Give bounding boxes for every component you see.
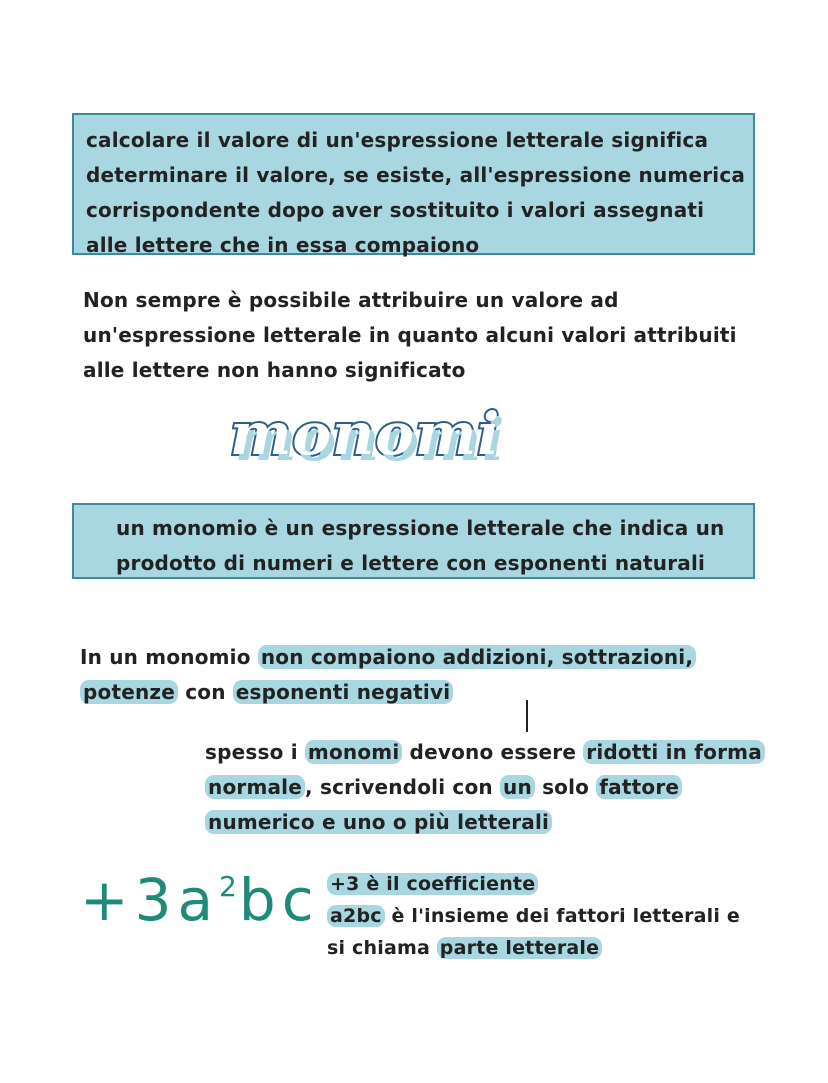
highlight: potenze: [80, 680, 178, 704]
example-explanation: [327, 868, 767, 964]
rule-paragraph: [80, 640, 770, 710]
normal-form-line-1: [205, 735, 765, 770]
note-line: un'espressione letterale in quanto alcuni valori attribuiti: [83, 323, 737, 347]
definition-line: calcolare il valore di un'espressione letterale significa: [86, 128, 709, 152]
highlight: numerico e uno o più letterali: [205, 810, 552, 834]
normal-form-text: spesso i: [205, 740, 305, 764]
definition-line: corrispondente dopo aver sostituito i valori assegnati: [86, 198, 705, 222]
note-line: Non sempre è possibile attribuire un valore ad: [83, 288, 619, 312]
definition-line: determinare il valore, se esiste, all'espressione numerica: [86, 163, 746, 187]
explanation-line-3: [327, 932, 767, 964]
monomio-line: prodotto di numeri e lettere con esponenti naturali: [116, 551, 706, 575]
highlight: ridotti in forma: [583, 740, 765, 764]
explanation-line-2: [327, 900, 767, 932]
highlight: +3 è il coefficiente: [327, 873, 538, 895]
rule-text: con: [178, 680, 233, 704]
rule-line-2: [80, 675, 770, 710]
normal-form-line-3: [205, 805, 765, 840]
highlight: un: [500, 775, 535, 799]
highlight: esponenti negativi: [233, 680, 453, 704]
normal-form-text: solo: [534, 775, 597, 799]
highlight: a2bc: [327, 905, 385, 927]
monomio-line: un monomio è un espressione letterale che indica un: [116, 516, 725, 540]
example-monomial: [80, 852, 320, 935]
normal-form-text: devono essere: [402, 740, 584, 764]
formula-tail: bc: [238, 866, 320, 934]
highlight: monomi: [305, 740, 402, 764]
highlight: normale: [205, 775, 305, 799]
definition-text: [86, 123, 746, 263]
section-title: monomi: [230, 400, 501, 468]
definition-line: alle lettere che in essa compaiono: [86, 233, 480, 257]
monomio-definition-text: [116, 511, 725, 581]
rule-line-1: [80, 640, 770, 675]
formula-base: +3a: [80, 866, 220, 934]
formula-exponent: 2: [219, 870, 239, 903]
normal-form-line-2: [205, 770, 765, 805]
note-line: alle lettere non hanno significato: [83, 358, 466, 382]
explanation-line-1: [327, 868, 767, 900]
connector-line: [526, 700, 528, 732]
highlight: non compaiono addizioni, sottrazioni,: [258, 645, 696, 669]
normal-form-paragraph: [205, 735, 765, 840]
normal-form-text: , scrivendoli con: [305, 775, 501, 799]
highlight: fattore: [596, 775, 682, 799]
highlight: parte letterale: [437, 937, 602, 959]
rule-text: In un monomio: [80, 645, 258, 669]
definition-box: [72, 113, 755, 255]
monomio-definition-box: [72, 503, 755, 579]
explanation-text: è l'insieme dei fattori letterali e: [384, 905, 740, 927]
explanation-text: si chiama: [327, 937, 437, 959]
note-paragraph: [83, 283, 753, 388]
